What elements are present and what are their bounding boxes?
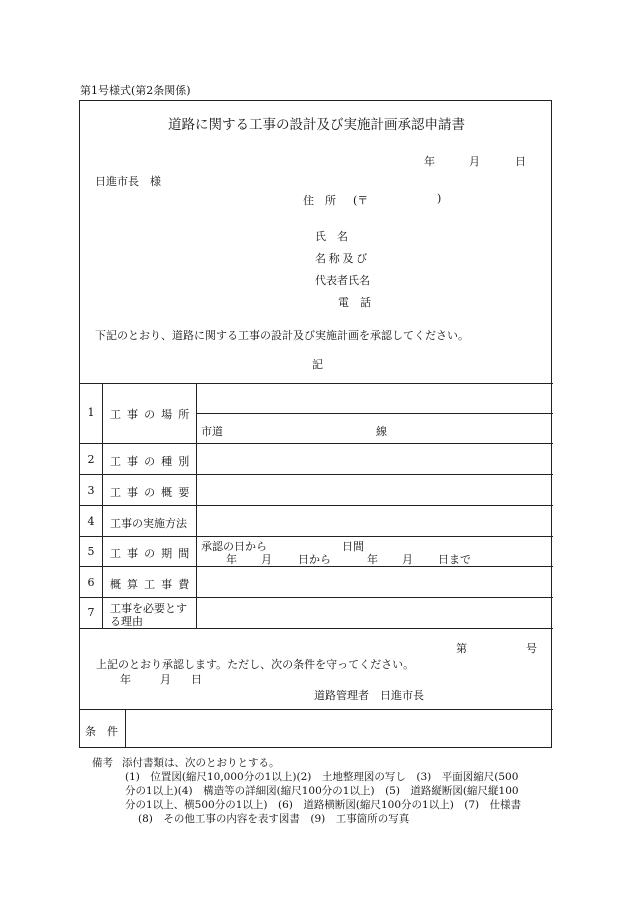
conditions-label: 条 件 [85,725,118,738]
period-start-text: 承認の日から [201,540,267,553]
corp-name-label: 名称及び [315,252,370,265]
approval-bottom-border [80,709,553,710]
notes-line-4: (8) その他工事の内容を表す図書 (9) 工事箇所の写真 [138,813,410,825]
approval-month: 月 [160,673,171,686]
conditions-column-border [125,709,126,748]
period-month: 月 [261,553,272,566]
table-bottom-border [80,628,553,629]
row-6-label: 概算工事費 [110,578,196,591]
row-1-number: 1 [87,406,95,419]
address-label: 住 所 [303,194,336,207]
period-year: 年 [226,553,237,566]
row-border [80,597,553,598]
row-3-number: 3 [87,484,95,497]
form-title: 道路に関する工事の設計及び実施計画承認申請書 [168,117,465,133]
row-7-label-line2: る理由 [110,615,143,628]
date-day: 日 [515,155,526,168]
period-days: 日間 [342,540,364,553]
row-7-number: 7 [87,606,95,619]
postal-open: (〒 [353,194,369,207]
row-border [80,505,553,506]
approval-day: 日 [191,673,202,686]
label-column-border [196,383,197,628]
period-month-2: 月 [402,553,413,566]
phone-label: 電 話 [338,296,371,309]
row-border [80,536,553,537]
approval-signer: 道路管理者 日進市長 [314,689,424,702]
ki-label: 記 [312,358,323,371]
application-form [79,100,552,748]
name-label: 氏 名 [315,230,348,243]
num-column-border [102,383,103,628]
location-city: 市道 [201,425,223,438]
row-border [80,443,553,444]
location-route: 線 [376,425,387,438]
row-4-label: 工事の実施方法 [110,517,187,530]
row-2-number: 2 [87,453,95,466]
row-2-label: 工事の種別 [110,455,196,468]
location-inner-border [196,413,553,414]
period-from: 日から [298,553,331,566]
table-top-border [80,383,553,384]
row-border [80,474,553,475]
notes-intro: 添付書類は、次のとおりとする。 [122,757,280,769]
period-until: 日まで [438,553,471,566]
row-6-number: 6 [87,576,95,589]
representative-label: 代表者氏名 [315,274,370,287]
postal-close: ) [437,192,442,205]
notes-heading: 備考 [92,757,113,769]
date-year: 年 [424,155,435,168]
notes-line-2: 分の1以上)(4) 構造等の詳細図(縮尺100分の1以上) (5) 道路縦断図(縮尺縦100 [125,785,519,797]
row-5-number: 5 [87,545,95,558]
approval-no-suffix: 号 [526,642,537,655]
request-text: 下記のとおり、道路に関する工事の設計及び実施計画を承認してください。 [95,329,469,342]
form-number-label: 第1号様式(第2条関係) [80,84,191,97]
row-4-number: 4 [87,515,95,528]
period-year-2: 年 [367,553,378,566]
notes-line-3: 分の1以上、横500分の1以上) (6) 道路横断図(縮尺100分の1以上) (7) 仕様書 [125,799,522,811]
date-month: 月 [469,155,480,168]
row-1-label: 工事の場所 [110,408,196,421]
notes-line-1: (1) 位置図(縮尺10,000分の1以上)(2) 土地整理図の写し (3) 平面図縮尺(500 [125,771,519,783]
approval-text: 上記のとおり承認します。ただし、次の条件を守ってください。 [96,658,415,671]
row-7-label-line1: 工事を必要とす [110,602,187,615]
approval-year: 年 [120,673,131,686]
approval-no-label: 第 [456,642,467,655]
row-3-label: 工事の概要 [110,486,196,499]
row-5-label: 工事の期間 [110,547,196,560]
addressee: 日進市長 様 [95,175,161,188]
